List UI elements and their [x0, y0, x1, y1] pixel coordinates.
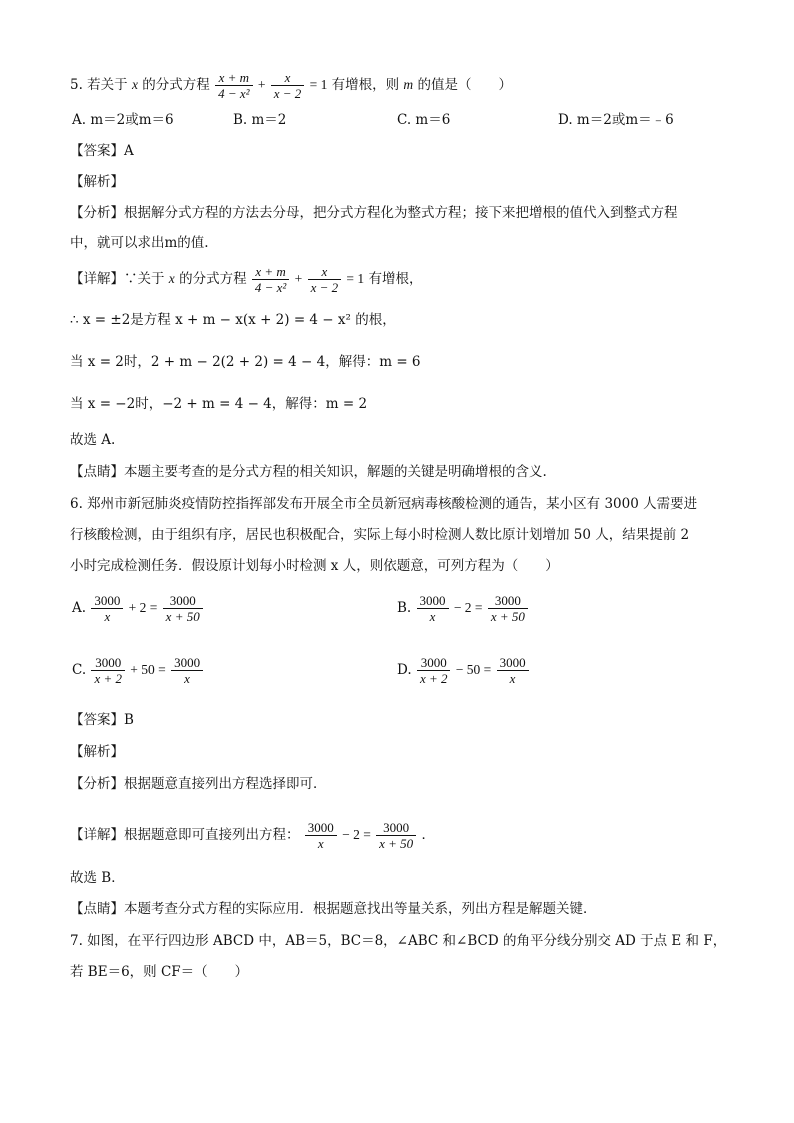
- q5-fraction-1: $\frac{x + m}{\text{4 − x²}}$: [215, 70, 252, 101]
- q6-xj-fraction-2: $\frac{3000}{x + 50}$: [376, 820, 416, 851]
- q5-option-d: D. m＝2或m＝﹣6: [558, 112, 674, 128]
- q6-stem-line-3: 小时完成检测任务．假设原计划每小时检测 x 人，则依题意，可列方程为（ ）: [70, 558, 559, 574]
- q5-option-a: A. m＝2或m＝6: [72, 112, 174, 128]
- q5-option-c: C. m＝6: [397, 112, 451, 128]
- q5-stem-post: 有增根，则: [331, 77, 400, 93]
- q5-xj-fraction-1: $\frac{x + m}{\text{4 − x²}}$: [252, 264, 289, 295]
- q5-var-x: x: [131, 77, 138, 92]
- q6-xj-fraction-1: $\frac{3000}{x}$: [305, 820, 337, 851]
- q5-plus: +: [257, 77, 266, 92]
- q5-stem-mid: 的分式方程: [142, 77, 210, 93]
- q5-stem-pre: 5. 若关于: [70, 77, 128, 93]
- q5-fenxi-line-2: 中，就可以求出m的值.: [70, 235, 209, 251]
- q6-dianjing: 【点睛】本题考查分式方程的实际应用．根据题意找出等量关系，列出方程是解题关键．: [70, 901, 597, 917]
- q5-stem: [70, 70, 724, 101]
- q5-case-1: 当 x = 2时，2 + m − 2(2 + 2) = 4 − 4，解得：m = 6: [70, 354, 421, 370]
- q5-equals: = 1: [309, 77, 328, 92]
- q5-xiangjie: 【详解】∵关于 x 的分式方程 $\frac{x + m}{\text{4 − x²}}$ + $\frac{x}{x - 2}$ = 1 有增根，: [70, 264, 423, 295]
- q5-stem-end: 的值是（ ）: [417, 77, 512, 93]
- q6-option-c: C. $\frac{3000}{x + 2}$ + 50 = $\frac{3000}{x}$: [72, 655, 204, 686]
- q6-xiangjie: 【详解】根据题意即可直接列出方程： $\frac{3000}{x}$ − 2 = $\frac{3000}{x + 50}$ ．: [70, 820, 435, 851]
- q5-case-2: 当 x = −2时，−2 + m = 4 − 4，解得：m = 2: [70, 396, 368, 412]
- q5-root-line: ∴ x = ±2是方程 x + m − x(x + 2) = 4 − x² 的根，: [70, 312, 396, 328]
- q6-answer: 【答案】B: [70, 712, 134, 728]
- q6-option-a: A. $\frac{3000}{x}$ + 2 = $\frac{3000}{x + 50}$: [72, 593, 204, 624]
- q5-xj-fraction-2: $\frac{x}{x - 2}$: [308, 264, 342, 295]
- q6-option-d: D. $\frac{3000}{x + 2}$ − 50 = $\frac{3000}{x}$: [397, 655, 530, 686]
- q6-choose: 故选 B．: [70, 870, 125, 886]
- q7-stem-line-1: 7. 如图，在平行四边形 ABCD 中，AB＝5，BC＝8，∠ABC 和∠BCD 的角平分线分别交 AD 于点 E 和 F，: [70, 933, 727, 949]
- q5-var-m: m: [403, 77, 414, 92]
- q5-analysis-heading: 【解析】: [70, 174, 124, 190]
- q5-choose: 故选 A.: [70, 432, 116, 448]
- q6-stem-line-1: 6. 郑州市新冠肺炎疫情防控指挥部发布开展全市全员新冠病毒核酸检测的通告，某小区有 3000 人需要进: [70, 496, 698, 512]
- q5-answer: 【答案】A: [70, 143, 134, 159]
- q6-option-b: B. $\frac{3000}{x}$ − 2 = $\frac{3000}{x + 50}$: [397, 593, 529, 624]
- q5-fenxi-line-1: 【分析】根据解分式方程的方法去分母，把分式方程化为整式方程；接下来把增根的值代入到整式方程: [70, 205, 678, 221]
- q5-fraction-2: $\frac{x}{x - 2}$: [271, 70, 305, 101]
- q6-fenxi: 【分析】根据题意直接列出方程选择即可．: [70, 776, 327, 792]
- q5-option-b: B. m＝2: [233, 112, 287, 128]
- q6-stem-line-2: 行核酸检测，由于组织有序，居民也积极配合，实际上每小时检测人数比原计划增加 50 人，结果提前 2: [70, 527, 690, 543]
- q6-analysis-heading: 【解析】: [70, 744, 124, 760]
- q5-dianjing: 【点睛】本题主要考查的是分式方程的相关知识，解题的关键是明确增根的含义.: [70, 464, 547, 480]
- q7-stem-line-2: 若 BE＝6，则 CF＝（ ）: [70, 964, 249, 980]
